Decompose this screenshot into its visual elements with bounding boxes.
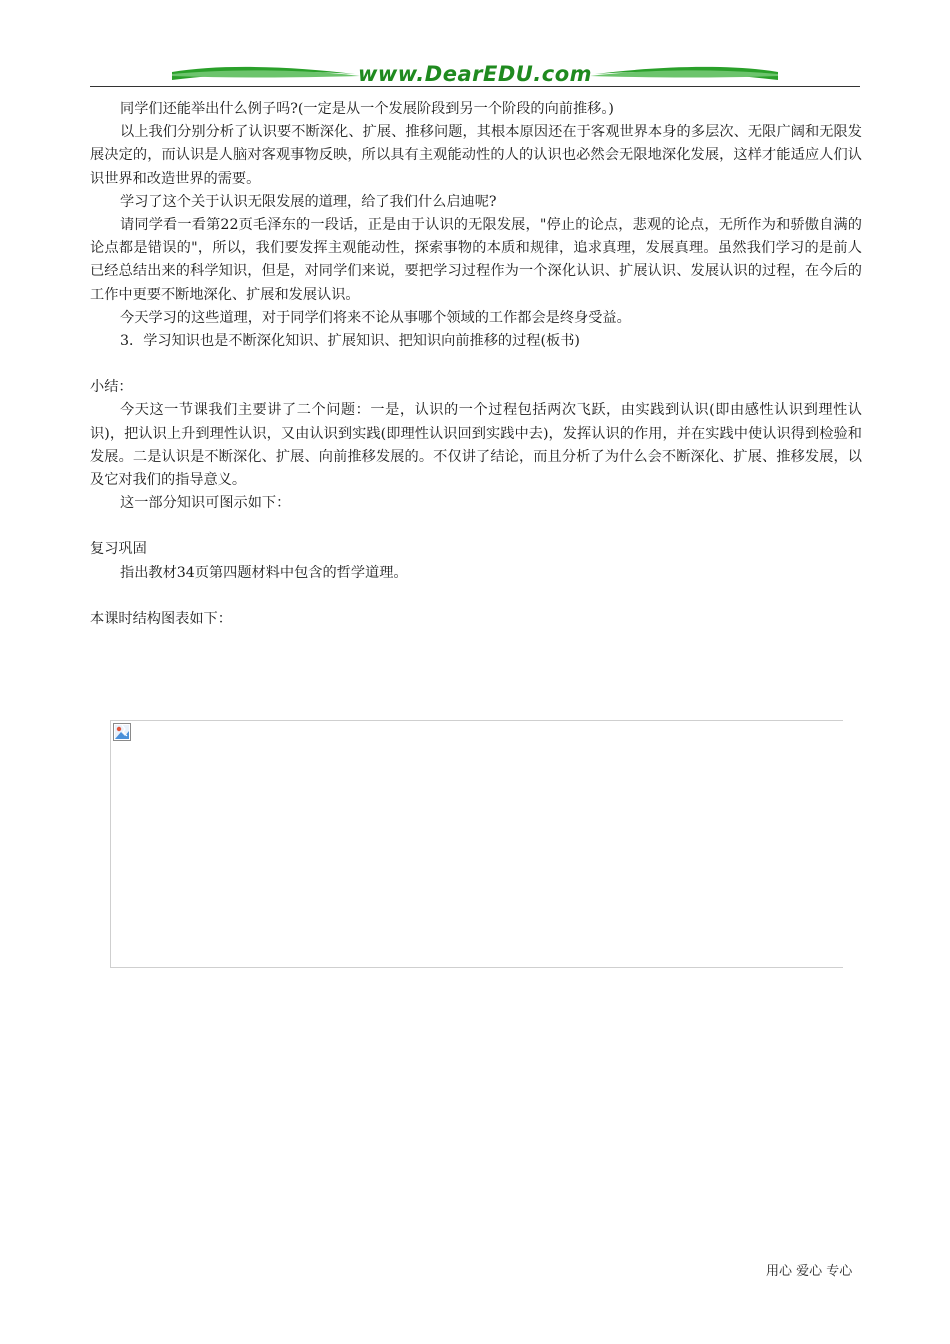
paragraph: 今天学习的这些道理，对于同学们将来不论从事哪个领域的工作都会是终身受益。: [120, 309, 631, 326]
document-body: [90, 98, 862, 631]
paragraph: 同学们还能举出什么例子吗?(一定是从一个发展阶段到另一个阶段的向前推移。): [120, 101, 614, 117]
paragraph: 以上我们分别分析了认识要不断深化、扩展、推移问题，其根本原因还在于客观世界本身的多层次、无限广阔和无限发展决定的，而认识是人脑对客观事物反映，所以具有主观能动性的人的认识也必然会无限地深化发展，这样才能适应人们认识世界和改造世界的需要。: [90, 124, 862, 187]
header-rule: [90, 86, 860, 87]
paragraph: 学习了这个关于认识无限发展的道理，给了我们什么启迪呢?: [120, 193, 497, 210]
review-heading: 复习巩固: [90, 541, 147, 558]
structure-label: 本课时结构图表如下：: [90, 610, 232, 627]
summary-paragraph: 今天这一节课我们主要讲了二个问题：一是，认识的一个过程包括两次飞跃，由实践到认识(即由感性认识到理性认识)，把认识上升到理性认识，又由认识到实践(即理性认识回到实践中去)，发挥认识的作用，并在实践中使认识得到检验和发展。二是认识是不断深化、扩展、向前推移发展的。不仅讲了结论，而且分析了为什么会不断深化、扩展、推移发展，以及它对我们的指导意义。: [90, 402, 862, 489]
spacer: [90, 585, 862, 608]
spacer: [90, 515, 862, 538]
review-paragraph: 指出教材34页第四题材料中包含的哲学道理。: [120, 564, 408, 581]
broken-image-icon: [113, 723, 131, 741]
paragraph: 请同学看一看第22页毛泽东的一段话，正是由于认识的无限发展，"停止的论点，悲观的论点，无所作为和骄傲自满的论点都是错误的"，所以，我们要发挥主观能动性，探索事物的本质和规律，追求真理，发展真理。虽然我们学习的是前人已经总结出来的科学知识，但是，对同学们来说，要把学习过程作为一个深化认识、扩展认识、发展认识的过程，在今后的工作中更要不断地深化、扩展和发展认识。: [90, 217, 862, 303]
summary-heading: 小结：: [90, 379, 133, 396]
footer-text: 用心 爱心 专心: [766, 1264, 853, 1279]
site-name: www.DearEDU.com: [357, 62, 593, 86]
summary-paragraph: 这一部分知识可图示如下：: [120, 495, 291, 512]
paragraph: 3．学习知识也是不断深化知识、扩展知识、把知识向前推移的过程(板书): [120, 333, 580, 350]
structure-diagram-placeholder: [110, 720, 843, 968]
spacer: [90, 353, 862, 376]
